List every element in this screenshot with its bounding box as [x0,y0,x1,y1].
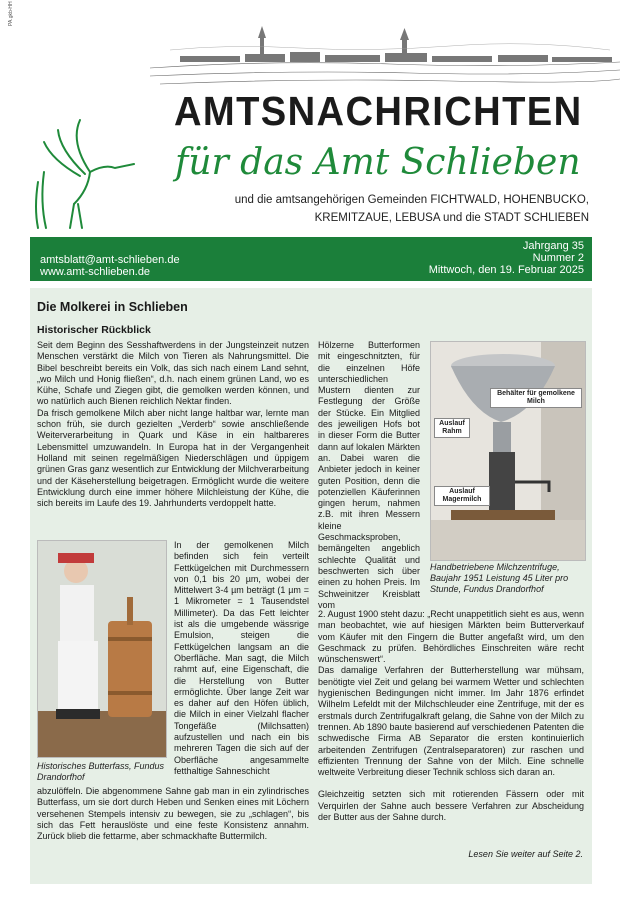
article-intro-text [37,340,309,509]
issue-number: Nummer 2 [532,252,584,264]
website-link[interactable]: www.amt-schlieben.de [40,266,151,278]
issue-date: Mittwoch, den 19. Februar 2025 [428,264,584,276]
heron-logo [30,112,140,230]
masthead-script-title: für das Amt Schlieben [175,142,581,183]
volume-label: Jahrgang 35 [522,240,584,252]
article-narrow-right [318,340,420,611]
article-narrow-left [174,540,309,777]
paragraph: abzulöffeln. Die abgenommene Sahne gab man in ein zylindrisches Butterfass, um sie dort durch Heben und Senken eines mit Löchern versehenen Stempels intensiv zu bewegen, sie zu „schlagen“, bis sich das Fett herauslöste und eine feste Konsistenz annahm. Zurück blieb die fettarme, aber schmackhafte Buttermilch. [37,786,309,842]
paragraph: Gleichzeitig setzten sich mit rotierenden Fässern oder mit Verquirlen der Sahne auch bessere Verfahren zur Abscheidung der Butter aus der Sahne durch. [318,789,584,823]
side-code: PA.gkb-HH [8,1,14,26]
town-skyline-illustration [150,10,620,90]
centrifuge-caption: Handbetriebene Milchzentrifuge, Baujahr 1951 Leistung 45 Liter pro Stunde, Fundus Drandorfhof [430,562,569,594]
article-right-text [318,609,584,823]
article-headline: Die Molkerei in Schlieben [37,300,188,314]
label-cream-outlet: Auslauf Rahm [434,418,470,438]
label-skim-outlet: Auslauf Magermilch [434,486,490,506]
paragraph: Das damalige Verfahren der Butterherstellung war mühsam, benötigte viel Zeit und gelang bei warmem Wetter und schlechten hygienischen Bedingungen nicht immer. Im Jahr 1876 erfindet Wilhelm Lefeldt mit der Milchschleuder eine Zentrifuge, mit der es erstmals durch Zentrifugalkraft gelang, die Sahne von der Milch zu trennen. Ab 1890 baute basierend auf verschiedenen Patenten die schwedische Firma AB Separator die ersten kontinuierlich arbeitenden Zentrifugen (Zentralseparatoren) zur raschen und effizienten Trennung der Sahne von der Milch. Eine schnelle weltweite Verbreitung dieser Technik schloss sich daran an. [318,665,584,778]
masthead-subline-1: und die amtsangehörigen Gemeinden FICHTWALD, HOHENBUCKO, [234,194,589,206]
masthead-subline-2: KREMITZAUE, LEBUSA und die STADT SCHLIEBEN [314,212,589,224]
centrifuge-photo [430,341,586,561]
article-left-bottom [37,786,309,842]
email-link[interactable]: amtsblatt@amt-schlieben.de [40,254,180,266]
paragraph: In der gemolkenen Milch befinden sich fein verteilt Fettkügelchen mit Durchmessern von 0,1 bis 20 µm, wobei der Mittelwert 3-4 µm beträgt (1 µm = 1 Mikrometer = 1 Tausendstel Millimeter). Da das Fett leichter ist als die umgebende wässrige Emulsion, steigen die Fettkügelchen langsam an die Oberfläche. Man sagt, die Milch rahmt auf, eine Eigenschaft, die die Herstellung von Butter ermöglichte. Über lange Zeit war es daher auf den Höfen üblich, die Milch in einer Vielzahl flacher Tongefäße (Milchsatten) aufzustellen und nach ein bis mehreren Tagen die sich auf der Oberfläche angesammelte fetthaltige Sahneschicht [174,540,309,776]
butterfass-photo [37,540,167,758]
paragraph: Hölzerne Butterformen mit eingeschnitzten, für die einzelnen Höfe unterschiedlichen Mustern dienten zur Festlegung der Größe der Stücke. Ein Mitglied des jeweiligen Hofs bot in dieser Form die Butter dann auf lokalen Märkten an. Dabei waren die Anbieter jedoch in keiner guten Position, denn die potenziellen Käuferinnen gingen herum, nahmen z.B. mit ihren Messern kleine Geschmacksproben, bemängelten angeblich schlechte Qualität und beschwerten sich über einen zu hohen Preis. Im Schweinitzer Kreisblatt vom [318,340,420,610]
continue-note: Lesen Sie weiter auf Seite 2. [468,849,583,859]
paragraph: Da frisch gemolkene Milch aber nicht lange haltbar war, lernte man schon früh, sie durch gezielten „Verderb“ sowie anschließende Weiterverarbeitung in Quark und Käse in ein haltbareres Lebensmittel umzuwandeln. In Europa hat in der Vergangenheit Holland mit seinen regelmäßigen Niederschlägen und üppigem grünen Gras ganz wesentlich zur Entwicklung der Milchverarbeitung und der Käseherstellung beigetragen. Ermöglicht wurde die weitere Entwicklung durch eine immer höhere Milchleistung der Kühe, die sich bereits im Laufe des 19. Jahrhunderts verdoppelt hatte. [37,407,309,509]
masthead-title: AMTSNACHRICHTEN [174,88,583,134]
paragraph: Seit dem Beginn des Sesshaftwerdens in der Jungsteinzeit nutzen Menschen verstärkt die Milch von Tieren als Nahrungsmittel. Die Bibel beschreibt bereits ein Volk, das sich nach einem Land sehnt, „wo Milch und Honig fließen“, d.h. nach einem grünen Land, wo es Kühe, Schafe und Ziegen gibt, die gemolken werden können, und wo natürlich auch Bienen reichlich Nektar finden. [37,340,309,407]
article-subheading: Historischer Rückblick [37,324,151,336]
info-bar [30,237,592,281]
paragraph: 2. August 1900 steht dazu: „Recht unappetitlich sieht es aus, wenn man beobachtet, wie auf hiesigen Märkten beim Butterverkauf vom Käufer mit den Fingern die Butter angefaßt wird, um den Geschmack zu prüfen. Behördliches Einschreiten wäre recht wünschenswert“. [318,609,584,665]
label-milk-container: Behälter für gemolkene Milch [490,388,582,408]
butterfass-caption: Historisches Butterfass, Fundus Drandorfhof [37,761,165,782]
